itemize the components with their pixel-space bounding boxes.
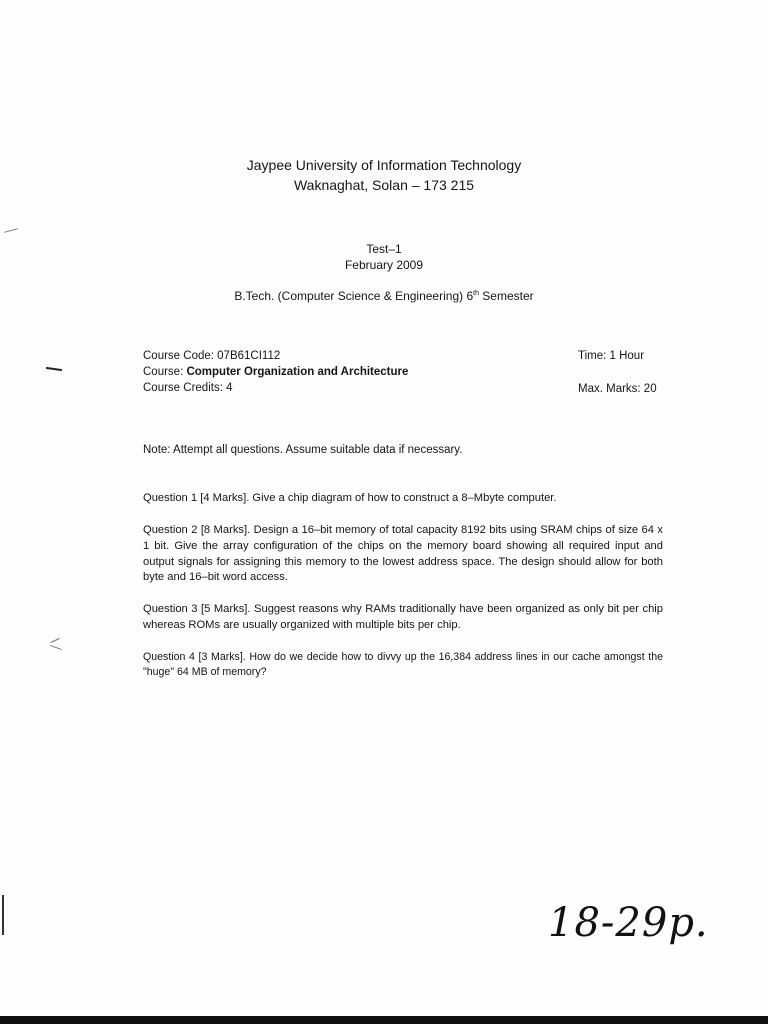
scan-mark-left — [46, 367, 62, 371]
scan-bottom-edge — [0, 1016, 768, 1024]
question-4: Question 4 [3 Marks]. How do we decide how to divvy up the 16,384 address lines in our cache amongst the "huge" 64 MB of memory? — [143, 651, 663, 678]
handwritten-page-note: 18-29p. — [548, 900, 709, 946]
test-date: February 2009 — [344, 258, 424, 272]
university-name: Jaypee University of Information Technology — [246, 157, 522, 173]
program-superscript: th — [473, 290, 479, 297]
program-semester: Semester — [478, 289, 534, 303]
scan-mark-left-lower-2 — [50, 645, 62, 650]
course-credits: Course Credits: 4 — [143, 382, 233, 394]
course-code: Course Code: 07B61CI112 — [143, 350, 281, 362]
course-name-value: Computer Organization and Architecture — [186, 366, 409, 378]
course-name-label: Course: — [143, 366, 187, 378]
question-3: Question 3 [5 Marks]. Suggest reasons why RAMs traditionally have been organized as only bit per chip whereas ROMs are usually organized with multiple bits per chip. — [143, 603, 663, 631]
program-line — [0, 289, 768, 303]
exam-note: Note: Attempt all questions. Assume suitable data if necessary. — [143, 444, 463, 456]
course-name — [143, 366, 408, 378]
university-address: Waknaghat, Solan – 173 215 — [293, 177, 475, 193]
exam-time: Time: 1 Hour — [578, 350, 645, 362]
question-2: Question 2 [8 Marks]. Design a 16–bit memory of total capacity 8192 bits using SRAM chips of size 64 x 1 bit. Give the array configuration of the chips on the memory board showing all required input and output signals for assigning this memory to the lowest address space. The design should allow for both byte and 16–bit word access. — [143, 524, 663, 584]
scan-mark-left-top — [4, 228, 18, 233]
test-title: Test–1 — [366, 242, 402, 256]
max-marks: Max. Marks: 20 — [578, 383, 657, 395]
scan-edge-left — [2, 895, 4, 935]
question-1: Question 1 [4 Marks]. Give a chip diagram of how to construct a 8–Mbyte computer. — [143, 492, 557, 504]
program-text: B.Tech. (Computer Science & Engineering) 6 — [234, 289, 474, 303]
scan-mark-left-lower-1 — [50, 638, 59, 643]
